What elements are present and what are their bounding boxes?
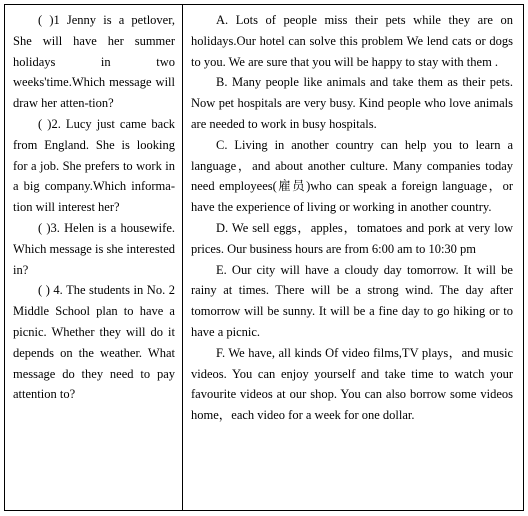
- question-3: ( )3. Helen is a housewife. Which message is she interested in?: [13, 220, 175, 277]
- question-4: ( ) 4. The students in No. 2 Middle School plan to have a picnic. Whether they will do it depends on the weather. What message do they need to pay attention to?: [13, 283, 175, 402]
- messages-column: [191, 10, 513, 426]
- question-1: ( )1 Jenny is a petlover, She will have her summer holidays in two weeks'time.Which message will draw her atten-tion?: [13, 13, 175, 111]
- matching-table: [4, 4, 524, 511]
- message-a: A. Lots of people miss their pets while they are on holidays.Our hotel can solve this problem We lend cats or dogs to you. We are sure that you will be happy to stay with them .: [191, 13, 513, 69]
- question-2: ( )2. Lucy just came back from England. She is looking for a job. She prefers to work in a big company.Which informa-tion will interest her?: [13, 116, 175, 215]
- message-f: F. We have, all kinds Of video films,TV plays，and music videos. You can enjoy yourself and take time to watch your favourite videos at our shop. You can also borrow some videos home，each video for a week for one dollar.: [191, 345, 513, 423]
- message-b: B. Many people like animals and take them as their pets. Now pet hospitals are very busy. Kind people who love animals are needed to work in busy hospitals.: [191, 75, 513, 131]
- column-divider: [182, 5, 183, 510]
- questions-column: [13, 10, 175, 405]
- message-e: E. Our city will have a cloudy day tomorrow. It will be rainy at times. There will be a strong wind. The day after tomorrow will be sunny. It will be a fine day to go hiking or to have a picnic.: [191, 262, 513, 339]
- message-c: C. Living in another country can help you to learn a language，and about another culture. Many companies today need employees(雇员)who can speak a foreign language，or have the experience of living or working in another country.: [191, 137, 513, 215]
- message-d: D. We sell eggs，apples，tomatoes and pork at very low prices. Our business hours are from 6:00 am to 10:30 pm: [191, 220, 513, 256]
